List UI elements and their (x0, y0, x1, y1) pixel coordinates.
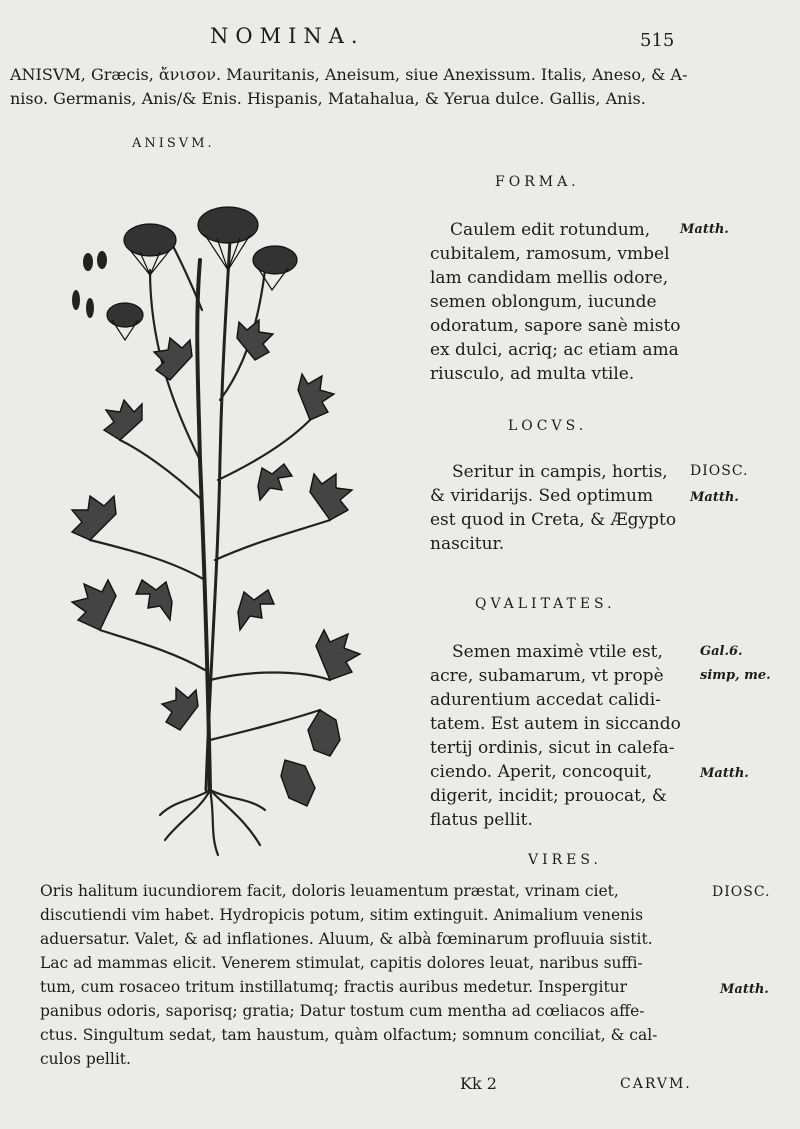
margin-note: DIOSC. (712, 884, 771, 900)
forma-line: lam candidam mellis odore, (430, 268, 669, 288)
qualitates-line: tertij ordinis, sicut in calefa- (430, 738, 675, 758)
margin-note: Matth. (690, 490, 739, 505)
margin-note: Matth. (680, 222, 729, 237)
signature-mark: Kk 2 (460, 1074, 497, 1093)
qualitates-line: ciendo. Aperit, concoquit, (430, 762, 652, 782)
margin-note: Matth. (720, 982, 769, 997)
forma-line: odoratum, sapore sanè misto (430, 316, 681, 336)
forma-line: cubitalem, ramosum, vmbel (430, 244, 670, 264)
page-number: 515 (640, 30, 675, 51)
vires-line: tum, cum rosaceo tritum instillatumq; fractis auribus medetur. Inspergitur (40, 978, 628, 996)
locus-line: nascitur. (430, 534, 505, 554)
section-heading-forma: FORMA. (495, 174, 580, 190)
qualitates-line: flatus pellit. (430, 810, 533, 830)
margin-note: Gal.6. (700, 644, 743, 659)
nomina-line-2: niso. Germanis, Anis/& Enis. Hispanis, Matahalua, & Yerua dulce. Gallis, Anis. (10, 89, 646, 108)
qualitates-line: adurentium accedat calidi- (430, 690, 661, 710)
qualitates-line: Semen maximè vtile est, (452, 642, 663, 662)
forma-line: Caulem edit rotundum, (450, 220, 651, 240)
forma-line: ex dulci, acriq; ac etiam ama (430, 340, 679, 360)
qualitates-line: digerit, incidit; prouocat, & (430, 786, 667, 806)
vires-line: panibus odoris, saporisq; gratia; Datur tostum cum mentha ad cœliacos affe- (40, 1002, 645, 1020)
section-heading-qualitates: QVALITATES. (475, 596, 616, 612)
qualitates-line: acre, subamarum, vt propè (430, 666, 664, 686)
vires-line: discutiendi vim habet. Hydropicis potum, sitim extinguit. Animalium venenis (40, 906, 644, 924)
vires-line: ctus. Singultum sedat, tam haustum, quàm olfactum; somnum conciliat, & cal- (40, 1026, 658, 1044)
locus-line: & viridarijs. Sed optimum (430, 486, 654, 506)
forma-line: semen oblongum, iucunde (430, 292, 657, 312)
qualitates-line: tatem. Est autem in siccando (430, 714, 681, 734)
margin-note: simp, me. (700, 668, 771, 683)
locus-line: est quod in Creta, & Ægypto (430, 510, 677, 530)
vires-line: Oris halitum iucundiorem facit, doloris leuamentum præstat, vrinam ciet, (40, 882, 619, 900)
section-heading-vires: VIRES. (528, 852, 602, 868)
forma-line: riusculo, ad multa vtile. (430, 364, 635, 384)
vires-line: aduersatur. Valet, & ad inflationes. Aluum, & albà fœminarum profluuia sistit. (40, 930, 653, 948)
anise-plant-woodcut (60, 200, 370, 860)
margin-note: Matth. (700, 766, 749, 781)
margin-note: DIOSC. (690, 463, 749, 479)
catchword: CARVM. (620, 1076, 692, 1092)
vires-line: Lac ad mammas elicit. Venerem stimulat, capitis dolores leuat, naribus suffi- (40, 954, 643, 972)
plant-caption: ANISVM. (132, 136, 215, 151)
vires-line: culos pellit. (40, 1050, 131, 1068)
locus-line: Seritur in campis, hortis, (452, 462, 668, 482)
running-title: NOMINA. (210, 24, 365, 48)
section-heading-locus: LOCVS. (508, 418, 588, 434)
nomina-line-1: ANISVM, Græcis, ἄνισον. Mauritanis, Aneisum, siue Anexissum. Italis, Aneso, & A- (10, 65, 688, 84)
